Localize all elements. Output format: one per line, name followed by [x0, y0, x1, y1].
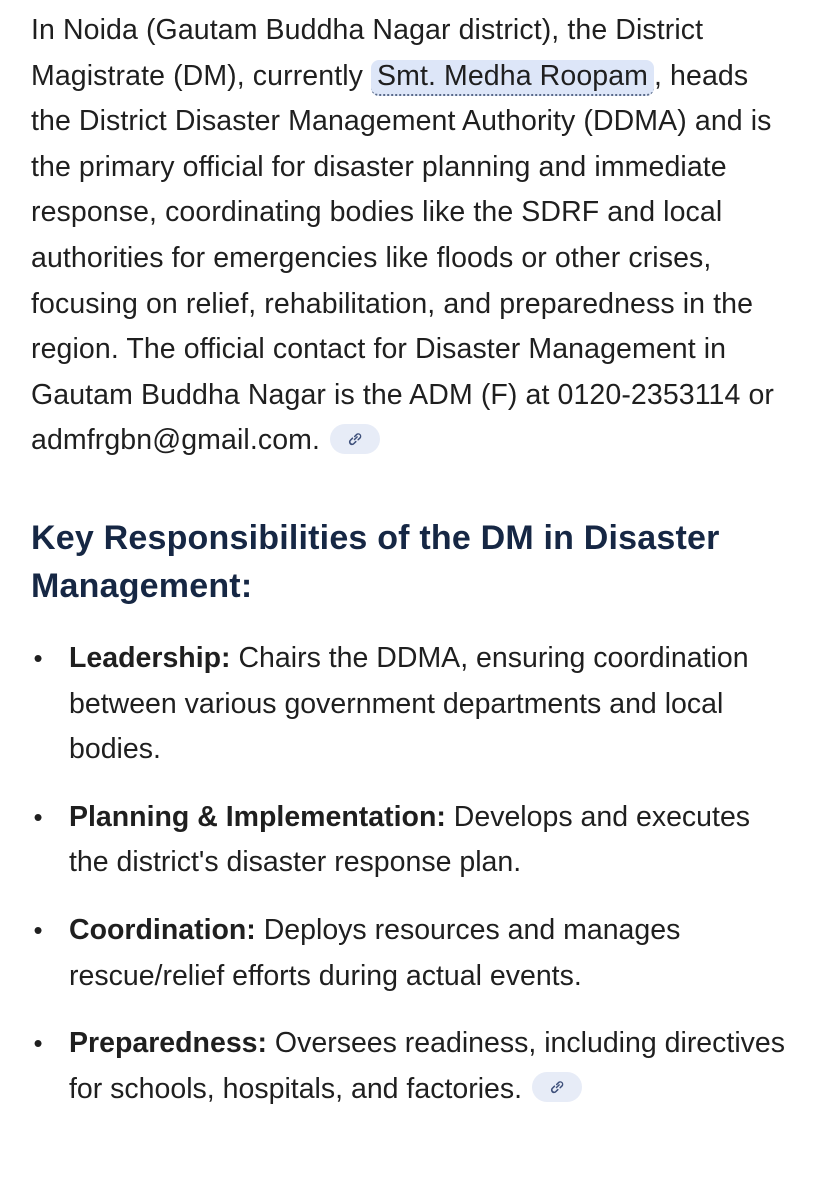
item-label: Preparedness:: [69, 1027, 268, 1060]
section-heading: Key Responsibilities of the DM in Disaster Management:: [31, 518, 720, 605]
dm-name-link[interactable]: Smt. Medha Roopam: [371, 60, 654, 96]
intro-paragraph: [31, 8, 788, 464]
responsibilities-list: [31, 636, 788, 1112]
item-text: Deploys resources and manages rescue/relief efforts during actual events.: [69, 913, 681, 992]
link-icon: [548, 1078, 566, 1096]
item-label: Planning & Implementation:: [69, 800, 446, 833]
bullet-icon: •: [33, 914, 43, 945]
item-text: Oversees readiness, including directives for schools, hospitals, and factories.: [69, 1027, 786, 1105]
item-text: Chairs the DDMA, ensuring coordination between various government departments and local bodies.: [69, 641, 749, 766]
intro-text-start: In Noida (Gautam Buddha Nagar district), the District Magistrate (DM), currently: [31, 14, 704, 92]
bullet-icon: •: [33, 642, 43, 673]
list-item-preparedness: [31, 1021, 788, 1112]
source-link-button[interactable]: [532, 1072, 582, 1102]
item-label: Leadership:: [69, 641, 231, 674]
bullet-icon: •: [33, 801, 43, 832]
source-link-button[interactable]: [330, 424, 380, 454]
item-text: Develops and executes the district's disaster response plan.: [69, 800, 751, 879]
list-item-leadership: [31, 636, 788, 773]
list-item-planning: [31, 795, 788, 886]
item-label: Coordination:: [69, 913, 256, 946]
list-item-coordination: [31, 908, 788, 999]
link-icon: [346, 430, 364, 448]
bullet-icon: •: [33, 1028, 43, 1059]
intro-text-end: , heads the District Disaster Management Authority (DDMA) and is the primary official for disaster planning and immediate response, coordinating bodies like the SDRF and local authorities for emergencies like floods or other crises, focusing on relief, rehabilitation, and preparedness in the region. The official contact for Disaster Management in Gautam Buddha Nagar is the ADM (F) at 0120-2353114 or admfrgbn@gmail.com.: [31, 59, 775, 457]
